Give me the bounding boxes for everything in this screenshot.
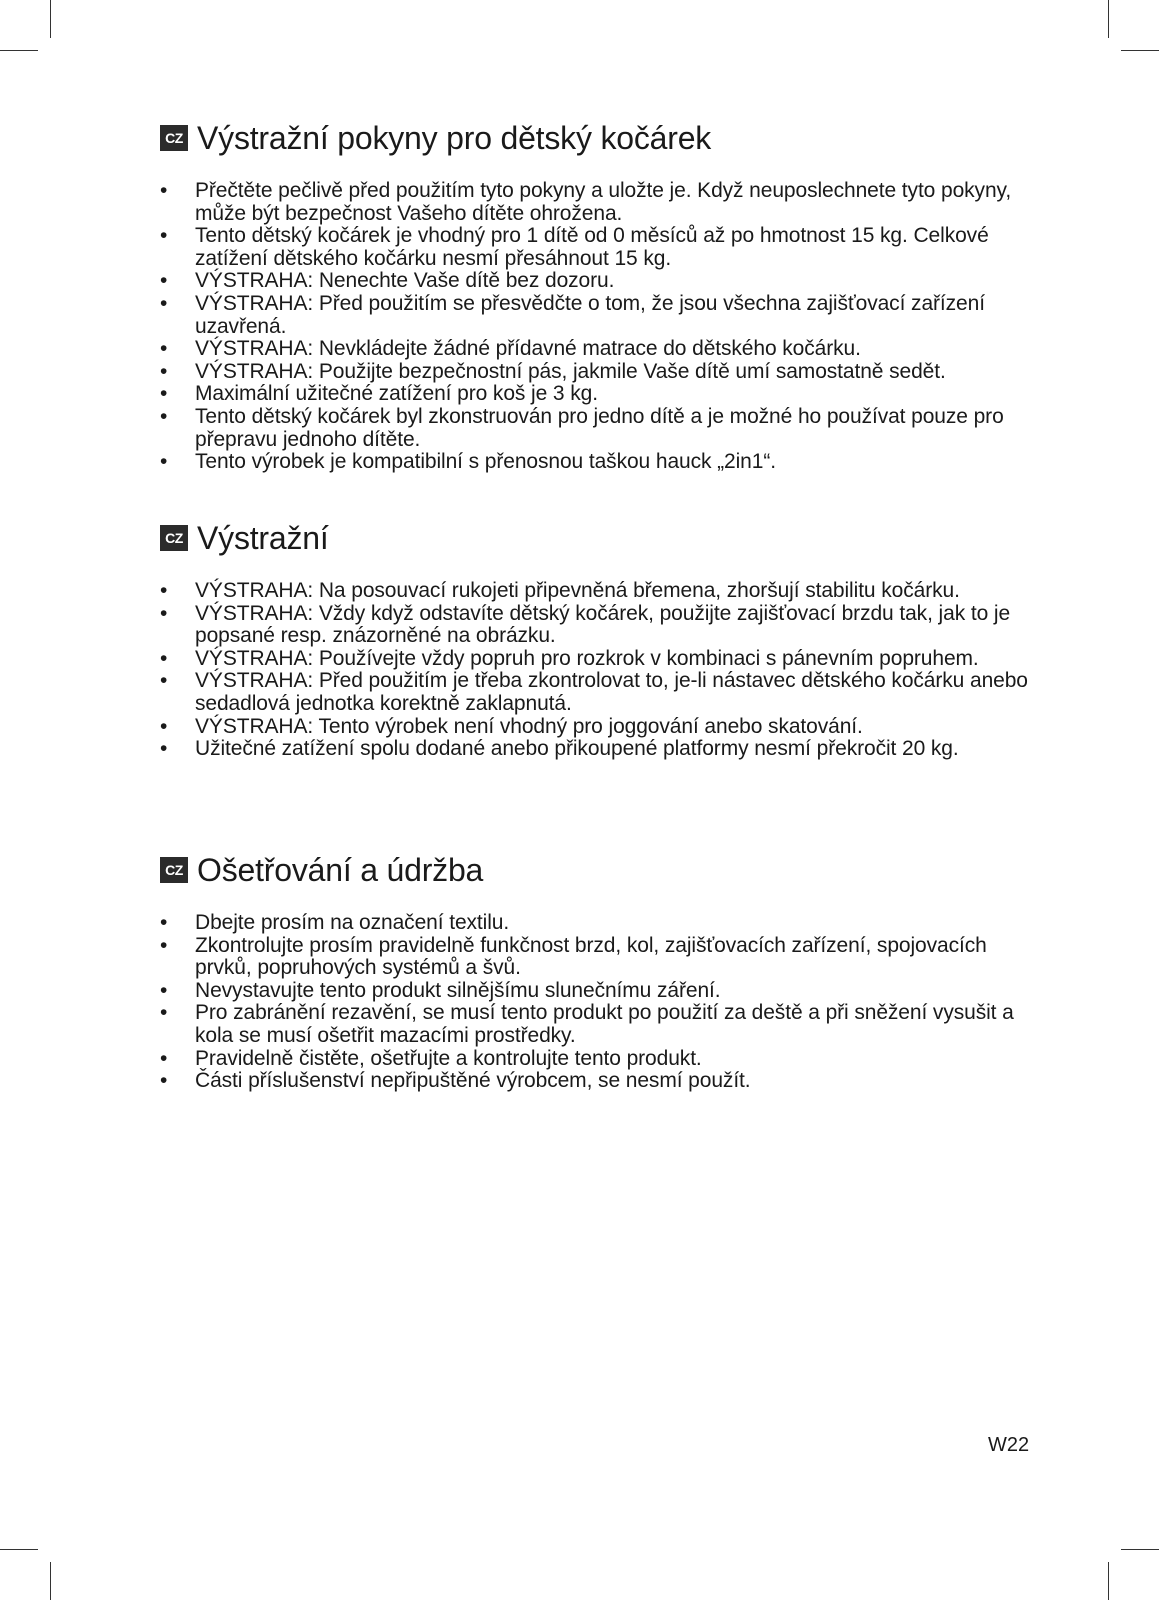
list-item-text: Části příslušenství nepřipuštěné výrobcem, se nesmí použít. (195, 1069, 751, 1093)
section-title: Výstražní (197, 519, 329, 556)
bullet-icon: • (160, 737, 168, 761)
list-item-text: VÝSTRAHA: Vždy když odstavíte dětský kočárek, použijte zajišťovací brzdu tak, jak to je popsané resp. znázorněné na obrázku. (195, 601, 1011, 648)
list-item (160, 1070, 1040, 1093)
list-item-text: Pro zabránění rezavění, se musí tento produkt po použití za deště a při sněžení vysušit a kola se musí ošetřit mazacími prostředky. (195, 1001, 1014, 1047)
bullet-icon: • (160, 978, 168, 1002)
section-stroller-warnings (160, 118, 1040, 474)
list-item (160, 1002, 1040, 1047)
section-title: Ošetřování a údržba (197, 851, 484, 888)
list-item-text: Přečtěte pečlivě před použitím tyto pokyny a uložte je. Když neuposlechnete tyto pokyny, může být bezpečnost Vašeho dítěte ohrožena. (195, 179, 1012, 225)
section-heading (160, 518, 1040, 558)
list-item (160, 180, 1040, 225)
list-item (160, 670, 1040, 715)
list-item-text: VÝSTRAHA: Před použitím je třeba zkontrolovat to, je-li nástavec dětského kočárku anebo sedadlová jednotka korektně zaklapnutá. (195, 669, 1028, 715)
list-item (160, 716, 1040, 739)
bullet-icon: • (160, 291, 168, 315)
list-item (160, 383, 1040, 406)
crop-mark-bottom-right-horizontal (1121, 1549, 1159, 1550)
list-item (160, 738, 1040, 761)
list-item-text: VÝSTRAHA: Před použitím se přesvědčte o tom, že jsou všechna zajišťovací zařízení uzavřená. (195, 291, 985, 338)
bullet-icon: • (160, 359, 168, 383)
list-item-text: Maximální užitečné zatížení pro koš je 3 kg. (195, 382, 598, 406)
bullet-icon: • (160, 1001, 168, 1025)
list-item (160, 980, 1040, 1003)
bullet-icon: • (160, 911, 168, 934)
list-item-text: Nevystavujte tento produkt silnějšímu slunečnímu záření. (195, 978, 721, 1002)
bullet-icon: • (160, 382, 168, 406)
bullet-icon: • (160, 601, 168, 625)
page-number: W22 (988, 1434, 1030, 1456)
bullet-icon: • (160, 933, 168, 957)
bullet-list (160, 912, 1040, 1093)
crop-mark-bottom-left-horizontal (0, 1549, 38, 1550)
bullet-icon: • (160, 269, 168, 293)
bullet-icon: • (160, 1069, 168, 1093)
crop-mark-top-right-vertical (1108, 0, 1109, 38)
bullet-icon: • (160, 1046, 168, 1070)
crop-mark-bottom-left-vertical (50, 1562, 51, 1600)
language-badge: CZ (160, 857, 188, 883)
bullet-icon: • (160, 646, 168, 670)
bullet-icon: • (160, 179, 168, 202)
bullet-icon: • (160, 579, 168, 602)
crop-mark-top-right-horizontal (1121, 50, 1159, 51)
list-item-text: Užitečné zatížení spolu dodané anebo přikoupené platformy nesmí překročit 20 kg. (195, 737, 959, 761)
bullet-icon: • (160, 450, 168, 474)
crop-mark-top-left-horizontal (0, 50, 38, 51)
list-item (160, 406, 1040, 451)
section-title: Výstražní pokyny pro dětský kočárek (197, 119, 712, 156)
list-item-text: VÝSTRAHA: Nevkládejte žádné přídavné matrace do dětského kočárku. (195, 337, 861, 361)
list-item (160, 935, 1040, 980)
list-item (160, 293, 1040, 338)
list-item-text: Tento výrobek je kompatibilní s přenosnou taškou hauck „2in1“. (195, 450, 776, 474)
list-item (160, 338, 1040, 361)
section-heading (160, 850, 1040, 890)
list-item-text: VÝSTRAHA: Tento výrobek není vhodný pro joggování anebo skatování. (195, 714, 863, 738)
bullet-icon: • (160, 404, 168, 428)
crop-mark-top-left-vertical (50, 0, 51, 38)
list-item-text: VÝSTRAHA: Na posouvací rukojeti připevněná břemena, zhoršují stabilitu kočárku. (195, 579, 960, 602)
list-item-text: Zkontrolujte prosím pravidelně funkčnost brzd, kol, zajišťovacích zařízení, spojovacích prvků, popruhových systémů a švů. (195, 933, 987, 980)
bullet-icon: • (160, 337, 168, 361)
bullet-icon: • (160, 224, 168, 248)
section-heading (160, 118, 1040, 158)
list-item-text: Pravidelně čistěte, ošetřujte a kontrolujte tento produkt. (195, 1046, 702, 1070)
list-item (160, 451, 1040, 474)
list-item-text: VÝSTRAHA: Používejte vždy popruh pro rozkrok v kombinaci s pánevním popruhem. (195, 646, 979, 670)
crop-mark-bottom-right-vertical (1108, 1562, 1109, 1600)
language-badge: CZ (160, 525, 188, 551)
section-care-maintenance (160, 850, 1040, 1093)
list-item (160, 225, 1040, 270)
list-item (160, 1048, 1040, 1071)
list-item (160, 912, 1040, 935)
bullet-list (160, 580, 1040, 761)
list-item-text: VÝSTRAHA: Použijte bezpečnostní pás, jakmile Vaše dítě umí samostatně sedět. (195, 359, 946, 383)
list-item (160, 270, 1040, 293)
section-warnings (160, 518, 1040, 761)
bullet-icon: • (160, 714, 168, 738)
list-item-text: VÝSTRAHA: Nenechte Vaše dítě bez dozoru. (195, 269, 615, 293)
bullet-icon: • (160, 669, 168, 693)
list-item (160, 361, 1040, 384)
bullet-list (160, 180, 1040, 474)
list-item (160, 603, 1040, 648)
language-badge: CZ (160, 125, 188, 151)
list-item-text: Tento dětský kočárek byl zkonstruován pro jedno dítě a je možné ho používat pouze pro přepravu jednoho dítěte. (195, 404, 1004, 451)
list-item (160, 580, 1040, 603)
list-item-text: Tento dětský kočárek je vhodný pro 1 dítě od 0 měsíců až po hmotnost 15 kg. Celkové zatížení dětského kočárku nesmí přesáhnout 15 kg. (195, 224, 989, 270)
list-item (160, 648, 1040, 671)
list-item-text: Dbejte prosím na označení textilu. (195, 911, 510, 934)
